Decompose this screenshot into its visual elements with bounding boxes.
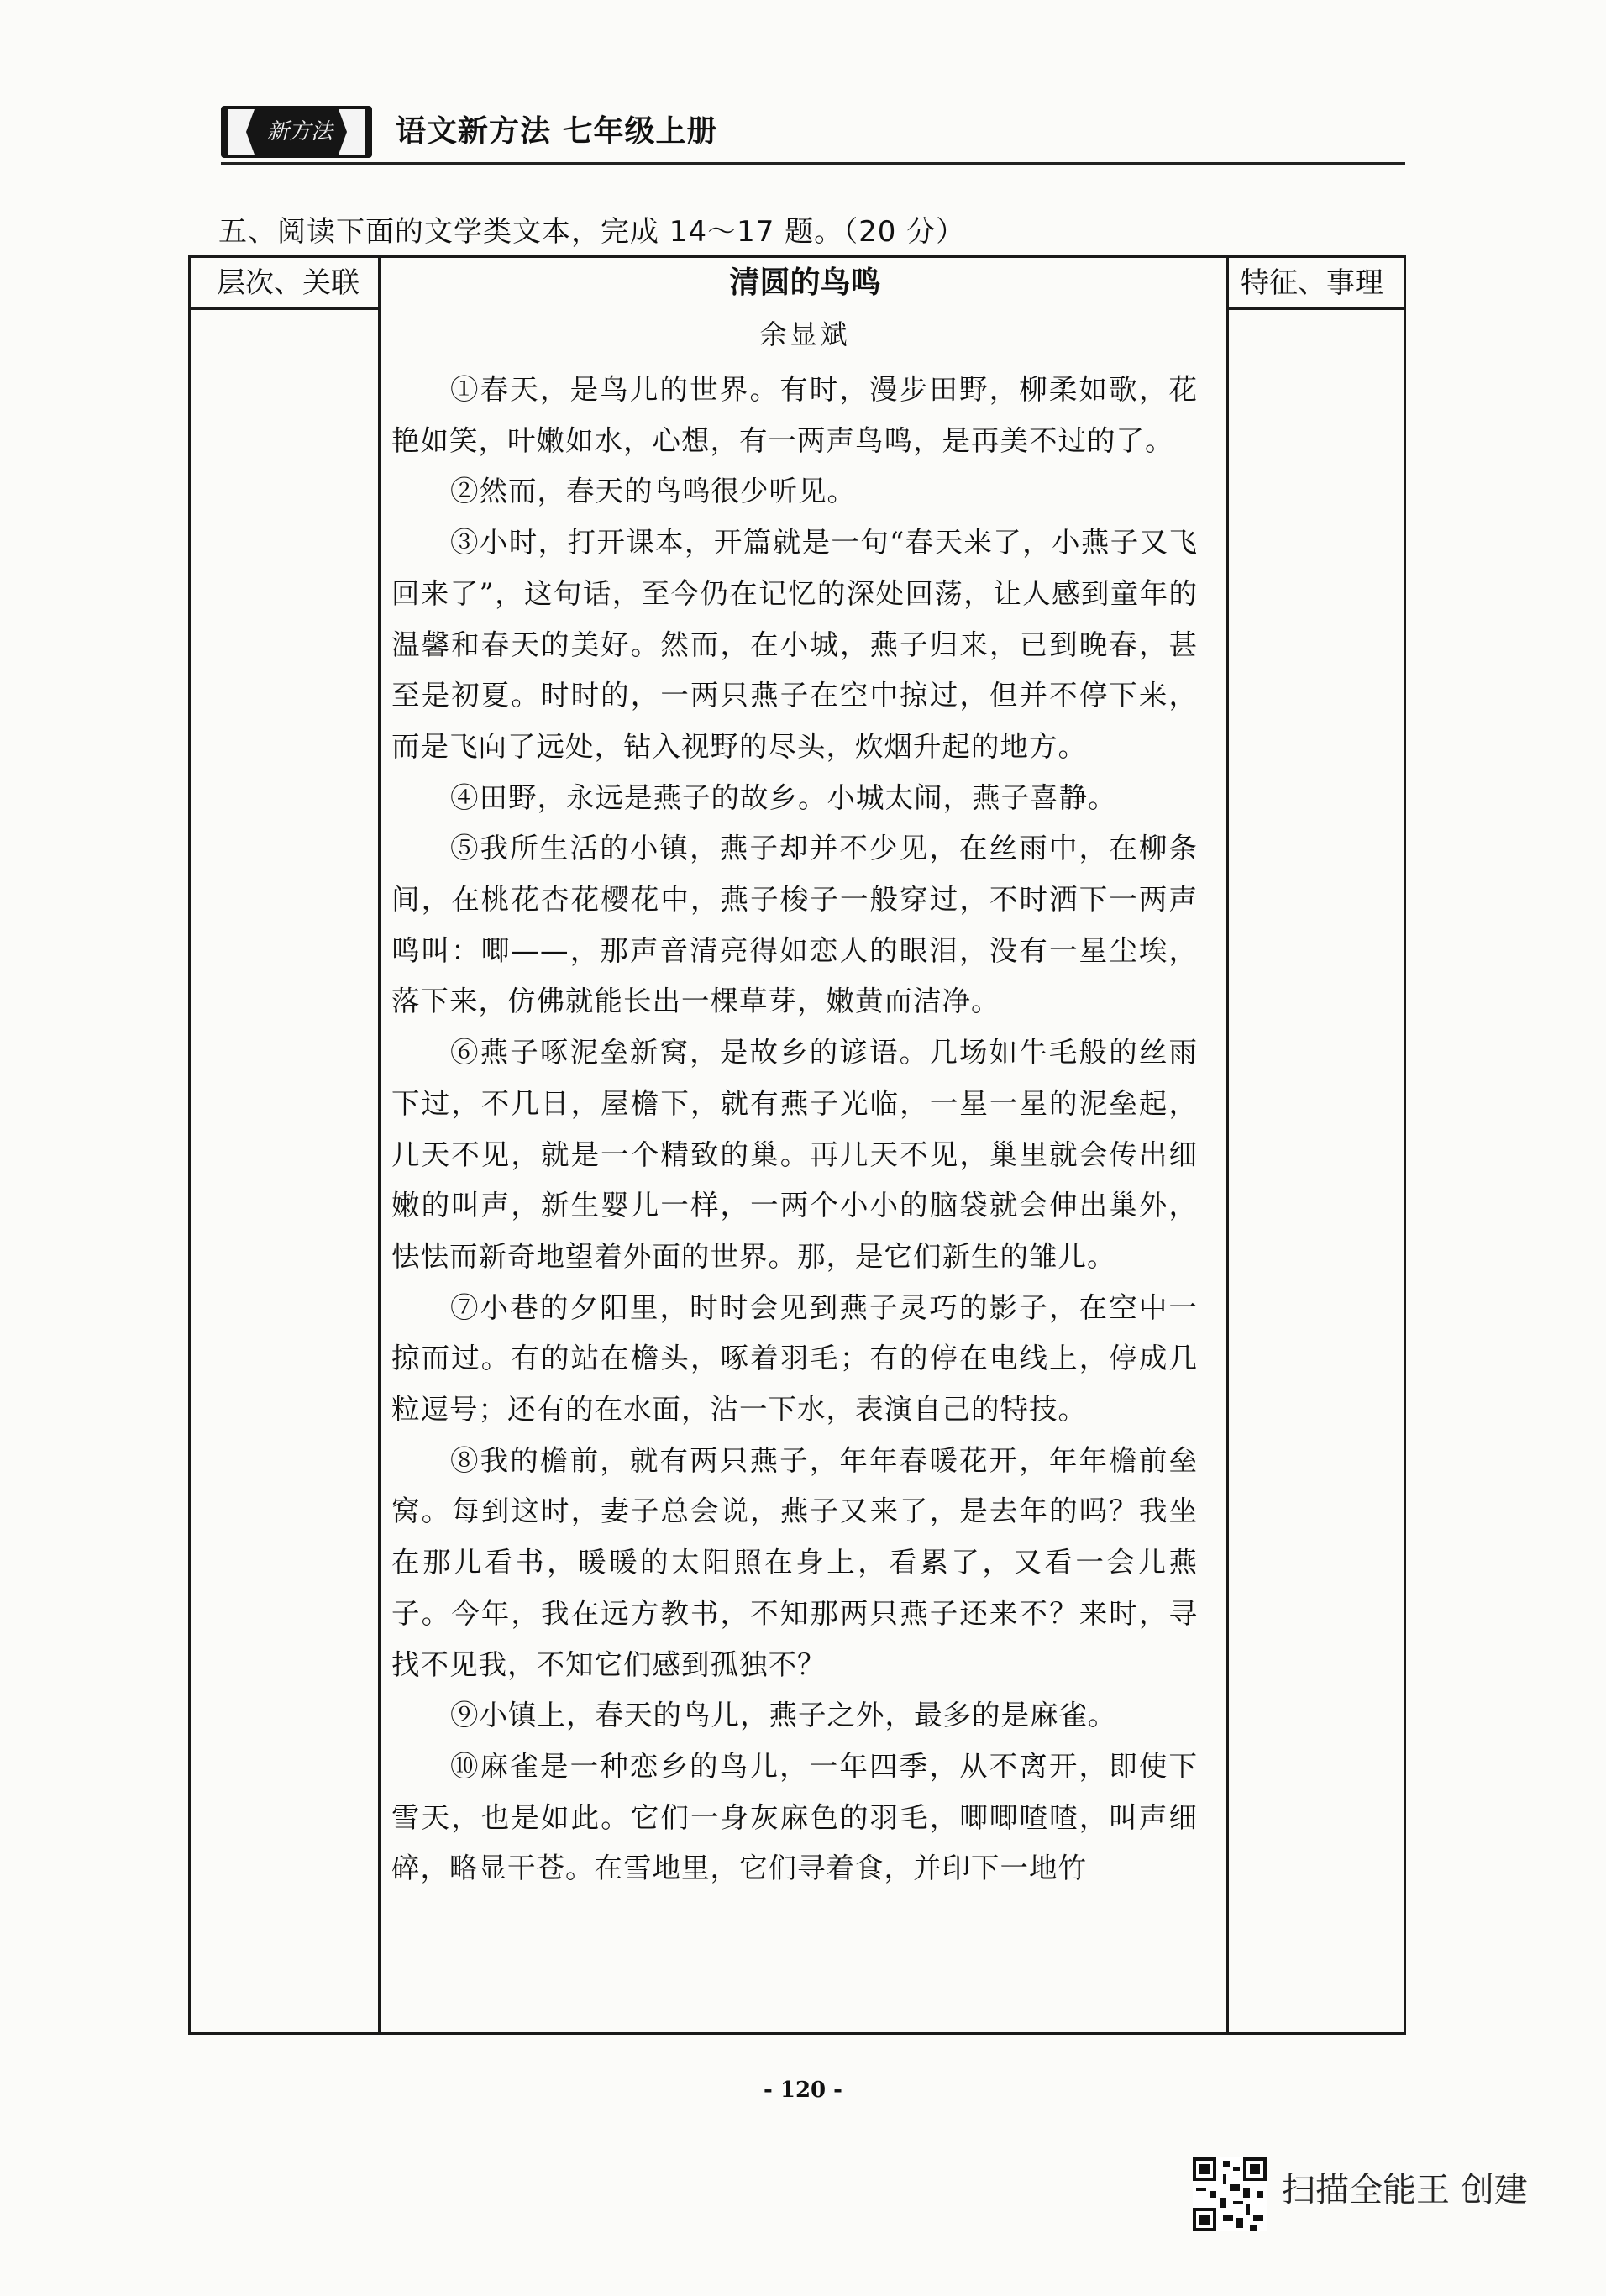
page-number: - 120 -	[764, 2078, 842, 2103]
paragraph-6: ⑥燕子啄泥垒新窝，是故乡的谚语。几场如牛毛般的丝雨下过，不几日，屋檐下，就有燕子光临，一星一星的泥垒起，几天不见，就是一个精致的巢。再几天不见，巢里就会传出细嫩的叫声，新生婴儿一样，一两个小小的脑袋就会伸出巢外，怯怯而新奇地望着外面的世界。那，是它们新生的雏儿。	[391, 1036, 1198, 1273]
paragraph-2: ②然而，春天的鸟鸣很少听见。	[450, 475, 856, 508]
right-header-rule	[1226, 307, 1404, 310]
left-column-header: 层次、关联	[217, 266, 360, 300]
header-divider	[221, 162, 1405, 165]
section-heading: 五、阅读下面的文学类文本，完成 14～17 题。（20 分）	[218, 215, 966, 249]
paragraph-5: ⑤我所生活的小镇，燕子却并不少见，在丝雨中，在柳条间，在桃花杏花樱花中，燕子梭子一般穿过，不时洒下一两声鸣叫：唧——，那声音清亮得如恋人的眼泪，没有一星尘埃，落下来，仿佛就能长出一棵草芽，嫩黄而洁净。	[391, 832, 1198, 1018]
paragraph-4: ④田野，永远是燕子的故乡。小城太闹，燕子喜静。	[450, 780, 1117, 814]
scanner-watermark: 扫描全能王 创建	[1282, 2171, 1528, 2209]
table-divider-left	[378, 255, 381, 2035]
logo-text: 新方法	[266, 119, 333, 144]
passage-title: 清圆的鸟鸣	[729, 265, 881, 300]
passage-body	[391, 365, 1198, 1894]
table-divider-right	[1226, 255, 1229, 2035]
page-header	[221, 106, 1405, 163]
book-logo	[221, 106, 372, 158]
paragraph-8: ⑧我的檐前，就有两只燕子，年年春暖花开，年年檐前垒窝。每到这时，妻子总会说，燕子又来了，是去年的吗？我坐在那儿看书，暖暖的太阳照在身上，看累了，又看一会儿燕子。今年，我在远方教书，不知那两只燕子还来不？来时，寻找不见我，不知它们感到孤独不？	[391, 1443, 1198, 1681]
paragraph-10: ⑩麻雀是一种恋乡的鸟儿，一年四季，从不离开，即使下雪天，也是如此。它们一身灰麻色的羽毛，唧唧喳喳，叫声细碎，略显干苍。在雪地里，它们寻着食，并印下一地竹	[391, 1749, 1198, 1885]
passage-author: 余显斌	[759, 318, 851, 350]
paragraph-7: ⑦小巷的夕阳里，时时会见到燕子灵巧的影子，在空中一掠而过。有的站在檐头，啄着羽毛；有的停在电线上，停成几粒逗号；还有的在水面，沾一下水，表演自己的特技。	[391, 1290, 1198, 1426]
logo-wing-right	[339, 109, 365, 155]
paragraph-1: ①春天，是鸟儿的世界。有时，漫步田野，柳柔如歌，花艳如笑，叶嫩如水，心想，有一两声鸟鸣，是再美不过的了。	[391, 373, 1198, 457]
paragraph-3: ③小时，打开课本，开篇就是一句“春天来了，小燕子又飞回来了”，这句话，至今仍在记忆的深处回荡，让人感到童年的温馨和春天的美好。然而，在小城，燕子归来，已到晚春，甚至是初夏。时时的，一两只燕子在空中掠过，但并不停下来，而是飞向了远处，钻入视野的尽头，炊烟升起的地方。	[391, 526, 1198, 763]
book-title: 语文新方法 七年级上册	[396, 114, 718, 149]
logo-wing-left	[228, 109, 255, 155]
left-header-rule	[188, 307, 381, 310]
right-column-header: 特征、事理	[1241, 266, 1383, 300]
paragraph-9: ⑨小镇上，春天的鸟儿，燕子之外，最多的是麻雀。	[450, 1699, 1117, 1732]
qr-code-icon	[1193, 2157, 1267, 2231]
